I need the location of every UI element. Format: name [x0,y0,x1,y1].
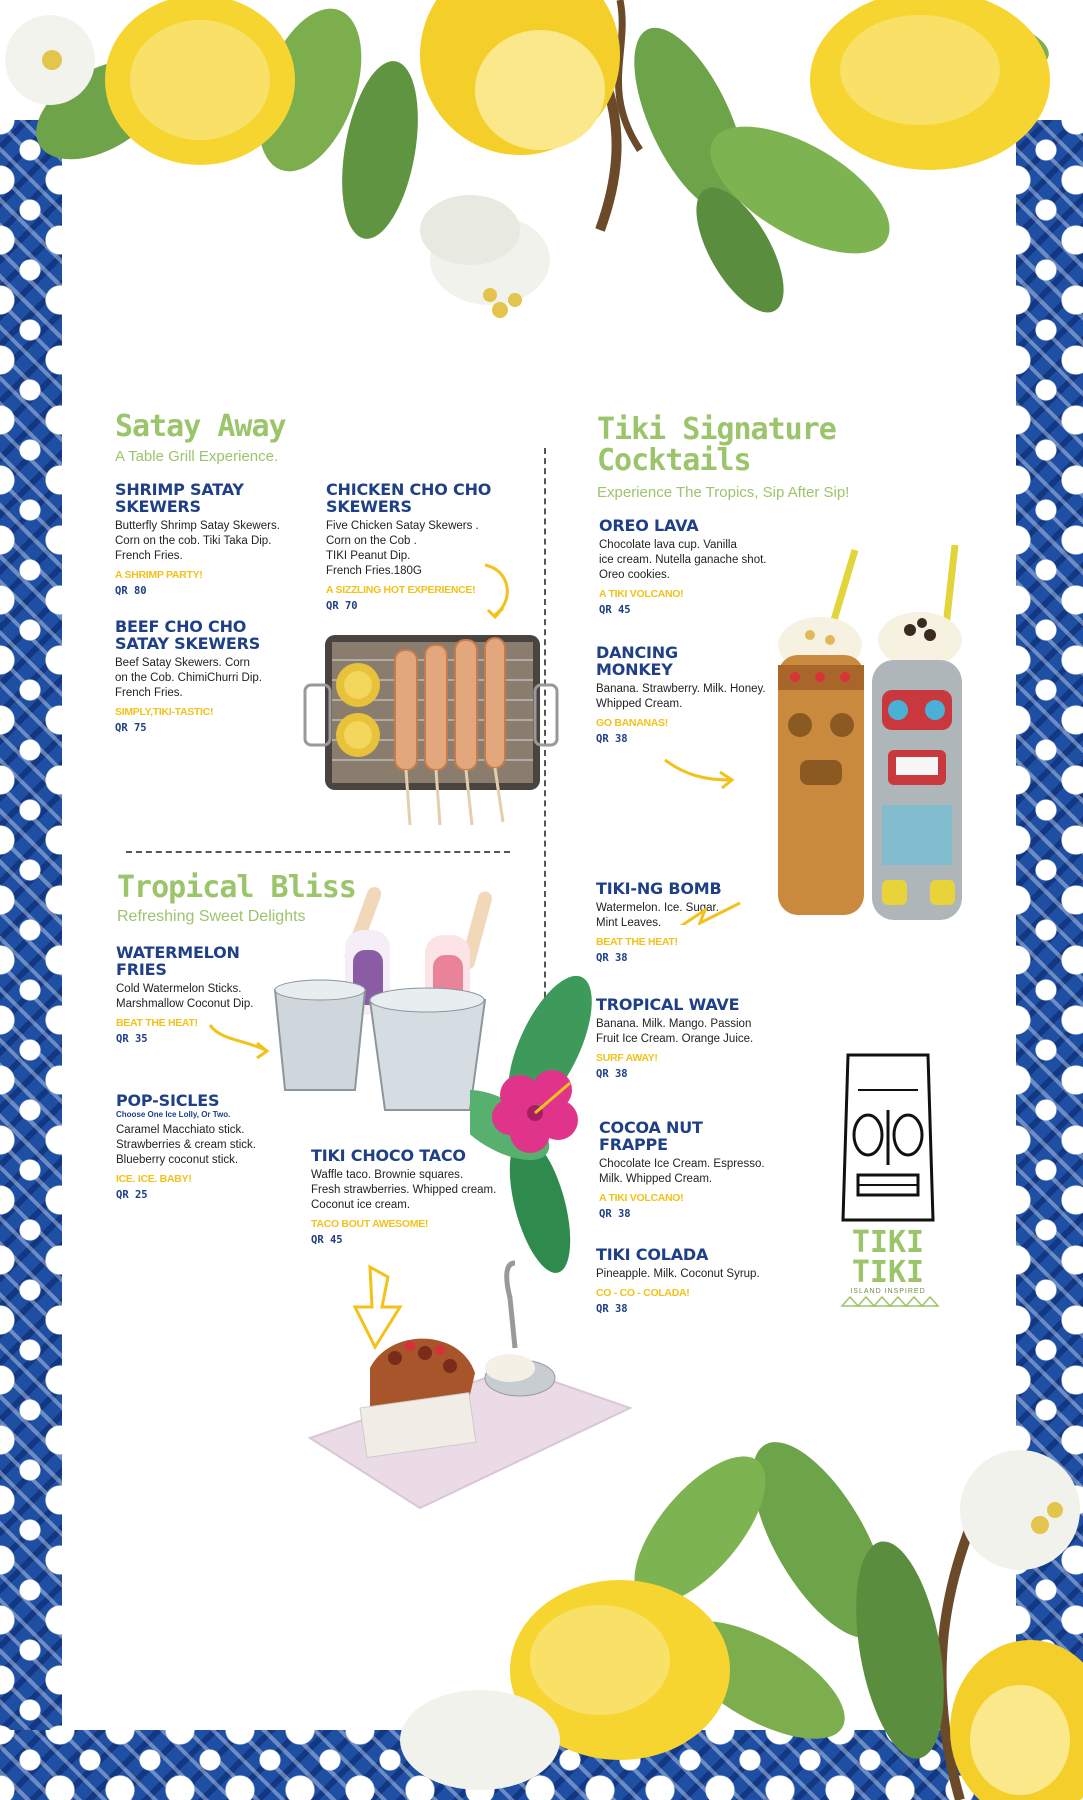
satay-grill-illustration [300,560,562,830]
menu-item-beef-cho-cho [115,618,285,734]
menu-item-tropical-wave [596,996,771,1080]
item-price: QR 75 [115,722,147,734]
item-name: BEEF CHO CHO SATAY SKEWERS [115,617,261,653]
item-price: QR 38 [596,733,628,745]
tiki-section-subtitle: Experience The Tropics, Sip After Sip! [597,484,850,501]
item-name: OREO LAVA [599,516,699,535]
item-tagline: GO BANANAS! [596,717,668,729]
item-tagline: SURF AWAY! [596,1052,658,1064]
item-price: QR 38 [596,952,628,964]
tiki-tiki-logo [808,1225,968,1307]
item-name: TIKI CHOCO TACO [311,1146,466,1165]
menu-item-cocoa-nut-frappe [599,1119,779,1220]
item-description: Waffle taco. Brownie squares. Fresh strawberries. Whipped cream. Coconut ice cream. [311,1169,497,1211]
item-price: QR 38 [596,1303,628,1315]
item-description: Chocolate Ice Cream. Espresso. Milk. Whipped Cream. [599,1158,765,1185]
item-description: Butterfly Shrimp Satay Skewers. Corn on the cob. Tiki Taka Dip. French Fries. [115,520,280,562]
item-description: Chocolate lava cup. Vanilla ice cream. Nutella ganache shot. Oreo cookies. [599,539,767,581]
tiki-section-title-line1: Tiki Signature [597,412,836,447]
item-description: Five Chicken Satay Skewers . Corn on the Cob . TIKI Peanut Dip. French Fries.180G [326,520,479,577]
item-name: TIKI-NG BOMB [596,879,722,898]
item-tagline: TACO BOUT AWESOME! [311,1218,429,1230]
item-tagline: SIMPLY,TIKI-TASTIC! [115,706,214,718]
tiki-section-title-line2: Cocktails [597,443,751,478]
item-price: QR 80 [115,585,147,597]
item-name: SHRIMP SATAY SKEWERS [115,480,244,516]
item-description: Cold Watermelon Sticks. Marshmallow Coconut Dip. [116,983,254,1010]
item-description: Banana. Milk. Mango. Passion Fruit Ice Cream. Orange Juice. [596,1018,754,1045]
menu-item-tiki-colada [596,1246,776,1315]
item-tagline: A SIZZLING HOT EXPERIENCE! [326,584,476,596]
item-price: QR 38 [599,1208,631,1220]
logo-tagline: ISLAND INSPIRED [850,1288,926,1295]
satay-section-title: Satay Away [115,409,286,444]
item-description: Pineapple. Milk. Coconut Syrup. [596,1268,760,1280]
item-tagline: BEAT THE HEAT! [596,936,678,948]
logo-name: TIKI TIKI [851,1225,925,1290]
item-description: Caramel Macchiato stick. Strawberries & cream stick. Blueberry coconut stick. [116,1124,256,1166]
item-tagline: ICE. ICE. BABY! [116,1173,192,1185]
tiki-mask-logo-icon [838,1050,938,1225]
item-name: TIKI COLADA [596,1245,709,1264]
item-description: Watermelon. Ice. Sugar. Mint Leaves. [596,902,719,929]
item-tagline: A SHRIMP PARTY! [115,569,203,581]
section-divider [126,851,510,853]
item-name: TROPICAL WAVE [596,995,740,1014]
item-name: WATERMELON FRIES [116,943,240,979]
tropical-section-subtitle: Refreshing Sweet Delights [117,908,306,925]
tropical-section-title: Tropical Bliss [117,870,356,905]
item-tagline: A TIKI VOLCANO! [599,1192,684,1204]
choco-taco-plate-illustration [300,1258,640,1538]
item-name: DANCING MONKEY [596,643,678,679]
item-description: Beef Satay Skewers. Corn on the Cob. ChimiChurri Dip. French Fries. [115,657,263,699]
item-price: QR 45 [599,604,631,616]
item-tagline: CO - CO - COLADA! [596,1287,690,1299]
item-tagline: BEAT THE HEAT! [116,1017,198,1029]
item-price: QR 38 [596,1068,628,1080]
menu-item-shrimp-satay [115,481,285,597]
logo-triangles-icon [808,1295,968,1307]
lemon-branch-top-illustration [0,0,1083,380]
item-price: QR 45 [311,1234,343,1246]
satay-section-subtitle: A Table Grill Experience. [115,448,279,465]
tiki-mugs-illustration [660,545,980,925]
item-price: QR 25 [116,1189,148,1201]
item-note: Choose One Ice Lolly, Or Two. [116,1110,231,1119]
item-price: QR 35 [116,1033,148,1045]
item-tagline: A TIKI VOLCANO! [599,588,684,600]
item-name: COCOA NUT FRAPPE [599,1118,703,1154]
item-name: POP-SICLES [116,1091,220,1110]
popsicle-buckets-illustration [205,875,505,1125]
item-description: Banana. Strawberry. Milk. Honey. Whipped Cream. [596,683,766,710]
item-name: CHICKEN CHO CHO SKEWERS [326,480,492,516]
item-price: QR 70 [326,600,358,612]
